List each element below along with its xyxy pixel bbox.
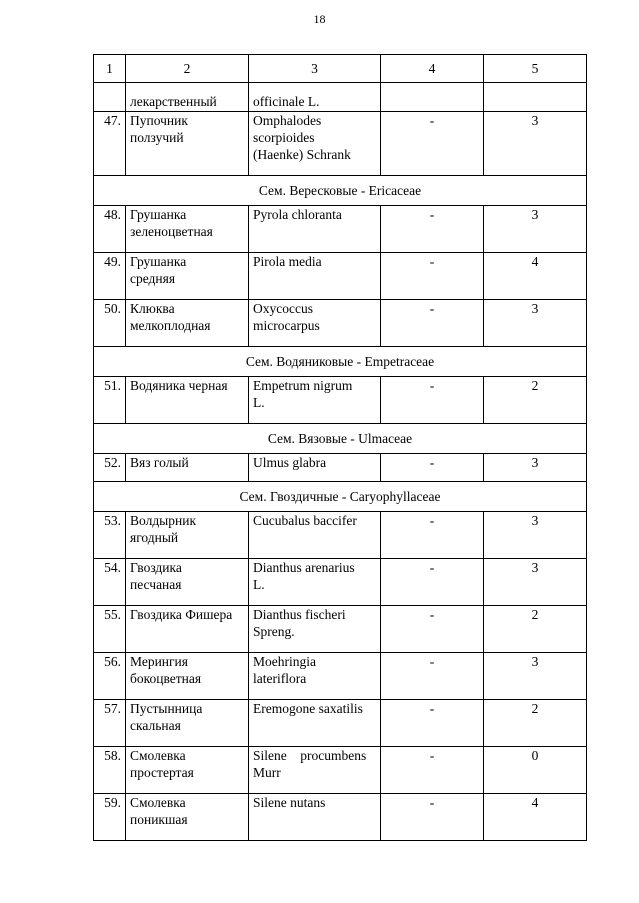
species-name-lat	[249, 253, 381, 300]
species-name-lat	[249, 559, 381, 606]
species-name-lat-line: scorpioides	[253, 130, 315, 145]
header-cell-4: 4	[381, 55, 484, 83]
species-name-ru	[126, 112, 249, 176]
col4-value: -	[381, 512, 484, 559]
col5-value: 3	[484, 112, 587, 176]
continuation-row	[94, 83, 587, 112]
table-row	[94, 559, 587, 606]
species-table	[93, 54, 587, 841]
species-name-lat-line: Omphalodes	[253, 113, 322, 128]
species-name-lat-line: Moehringia	[253, 654, 316, 669]
col4-value: -	[381, 700, 484, 747]
species-name-lat	[249, 512, 381, 559]
species-name-lat-line: Cucubalus baccifer	[253, 513, 357, 528]
species-name-ru-line: Пупочник	[130, 113, 188, 128]
table-row	[94, 112, 587, 176]
continuation-num	[94, 83, 126, 112]
col5-value: 3	[484, 653, 587, 700]
species-name-lat-line: Ulmus glabra	[253, 455, 327, 470]
header-cell-2: 2	[126, 55, 249, 83]
species-name-ru	[126, 377, 249, 424]
table-row	[94, 300, 587, 347]
col4-value: -	[381, 253, 484, 300]
species-name-ru-line: простертая	[130, 765, 194, 780]
species-name-lat	[249, 653, 381, 700]
species-name-ru-line: Грушанка	[130, 207, 187, 222]
family-row	[94, 347, 587, 377]
species-name-ru-line: Смолевка	[130, 748, 186, 763]
species-name-lat-line: Dianthus fischeri	[253, 607, 346, 622]
page-number: 18	[313, 12, 326, 26]
table-row	[94, 253, 587, 300]
species-name-ru-line: Клюква	[130, 301, 175, 316]
species-name-ru-line: бокоцветная	[130, 671, 202, 686]
row-number: 58.	[94, 747, 126, 794]
species-name-ru	[126, 300, 249, 347]
table-row	[94, 794, 587, 841]
table-row	[94, 606, 587, 653]
table-row	[94, 512, 587, 559]
table-row	[94, 454, 587, 482]
header-cell-1: 1	[94, 55, 126, 83]
species-name-lat	[249, 454, 381, 482]
col5-value: 4	[484, 794, 587, 841]
family-title: Сем. Водяниковые - Empetraceae	[94, 347, 587, 377]
species-name-lat-line: Oxycoccus	[253, 301, 313, 316]
family-row	[94, 424, 587, 454]
species-name-lat-line: Spreng.	[253, 624, 295, 639]
species-name-lat	[249, 747, 381, 794]
species-name-lat-line: (Haenke) Schrank	[253, 147, 351, 162]
row-number: 57.	[94, 700, 126, 747]
row-number: 49.	[94, 253, 126, 300]
species-name-ru-line: Мерингия	[130, 654, 188, 669]
row-number: 55.	[94, 606, 126, 653]
species-name-ru-line: поникшая	[130, 812, 188, 827]
species-name-lat	[249, 700, 381, 747]
species-name-lat-line: Empetrum nigrum	[253, 378, 353, 393]
family-row	[94, 482, 587, 512]
col5-value: 3	[484, 559, 587, 606]
species-name-ru-line: Смолевка	[130, 795, 186, 810]
col5-value: 0	[484, 747, 587, 794]
species-name-lat-line: Eremogone saxatilis	[253, 701, 363, 716]
col4-value: -	[381, 653, 484, 700]
family-title: Сем. Гвоздичные - Caryophyllaceae	[94, 482, 587, 512]
family-title: Сем. Вязовые - Ulmaceae	[94, 424, 587, 454]
row-number: 47.	[94, 112, 126, 176]
table-row	[94, 700, 587, 747]
header-cell-5: 5	[484, 55, 587, 83]
species-name-lat-line: Silene nutans	[253, 795, 326, 810]
continuation-name-lat: officinale L.	[249, 83, 381, 112]
species-name-lat-line: Pirola media	[253, 254, 322, 269]
species-name-ru-line: Вяз голый	[130, 455, 189, 470]
col4-value: -	[381, 112, 484, 176]
col4-value: -	[381, 377, 484, 424]
species-name-ru-line: средняя	[130, 271, 176, 286]
species-name-ru-line: ползучий	[130, 130, 184, 145]
col5-value: 2	[484, 700, 587, 747]
species-name-lat	[249, 112, 381, 176]
continuation-col5	[484, 83, 587, 112]
col5-value: 3	[484, 206, 587, 253]
col5-value: 2	[484, 377, 587, 424]
species-name-lat-line: L.	[253, 395, 265, 410]
species-name-ru	[126, 747, 249, 794]
table-row	[94, 747, 587, 794]
species-name-ru	[126, 512, 249, 559]
col5-value: 3	[484, 454, 587, 482]
species-name-lat	[249, 206, 381, 253]
row-number: 56.	[94, 653, 126, 700]
species-name-ru-line: мелкоплодная	[130, 318, 211, 333]
species-name-lat	[249, 300, 381, 347]
continuation-name-ru: лекарственный	[126, 83, 249, 112]
species-name-lat-line: Silene procumbens	[253, 748, 367, 763]
family-title: Сем. Вересковые - Ericaceae	[94, 176, 587, 206]
col4-value: -	[381, 454, 484, 482]
species-name-lat-line: Pyrola chloranta	[253, 207, 342, 222]
species-name-ru	[126, 206, 249, 253]
species-name-ru-line: зеленоцветная	[130, 224, 213, 239]
species-name-ru-line: Гвоздика	[130, 560, 182, 575]
col5-value: 4	[484, 253, 587, 300]
species-name-ru-line: Волдырник	[130, 513, 197, 528]
species-name-lat	[249, 794, 381, 841]
species-name-ru-line: скальная	[130, 718, 181, 733]
species-name-ru	[126, 253, 249, 300]
col4-value: -	[381, 206, 484, 253]
row-number: 48.	[94, 206, 126, 253]
species-name-ru	[126, 606, 249, 653]
species-name-lat-line: Dianthus arenarius	[253, 560, 355, 575]
species-name-ru	[126, 794, 249, 841]
species-name-ru-line: Грушанка	[130, 254, 187, 269]
species-name-ru-line: Гвоздика Фишера	[130, 607, 233, 622]
species-name-lat-line: lateriflora	[253, 671, 307, 686]
species-name-ru-line: ягодный	[130, 530, 179, 545]
species-name-ru-line: Пустынница	[130, 701, 203, 716]
species-name-lat	[249, 606, 381, 653]
species-name-ru-line: Водяника черная	[130, 378, 228, 393]
col5-value: 3	[484, 512, 587, 559]
species-name-lat-line: Murr	[253, 765, 281, 780]
col4-value: -	[381, 606, 484, 653]
header-row	[94, 55, 587, 83]
col5-value: 2	[484, 606, 587, 653]
row-number: 59.	[94, 794, 126, 841]
row-number: 53.	[94, 512, 126, 559]
row-number: 54.	[94, 559, 126, 606]
col4-value: -	[381, 559, 484, 606]
species-name-ru	[126, 454, 249, 482]
species-name-ru	[126, 700, 249, 747]
table-row	[94, 653, 587, 700]
col4-value: -	[381, 300, 484, 347]
species-name-lat-line: microcarpus	[253, 318, 320, 333]
col4-value: -	[381, 747, 484, 794]
col4-value: -	[381, 794, 484, 841]
species-name-ru-line: песчаная	[130, 577, 182, 592]
table-row	[94, 377, 587, 424]
row-number: 52.	[94, 454, 126, 482]
header-cell-3: 3	[249, 55, 381, 83]
family-row	[94, 176, 587, 206]
species-name-ru	[126, 653, 249, 700]
species-name-lat-line: L.	[253, 577, 265, 592]
row-number: 51.	[94, 377, 126, 424]
continuation-col4	[381, 83, 484, 112]
species-name-lat	[249, 377, 381, 424]
row-number: 50.	[94, 300, 126, 347]
col5-value: 3	[484, 300, 587, 347]
species-name-ru	[126, 559, 249, 606]
table-row	[94, 206, 587, 253]
